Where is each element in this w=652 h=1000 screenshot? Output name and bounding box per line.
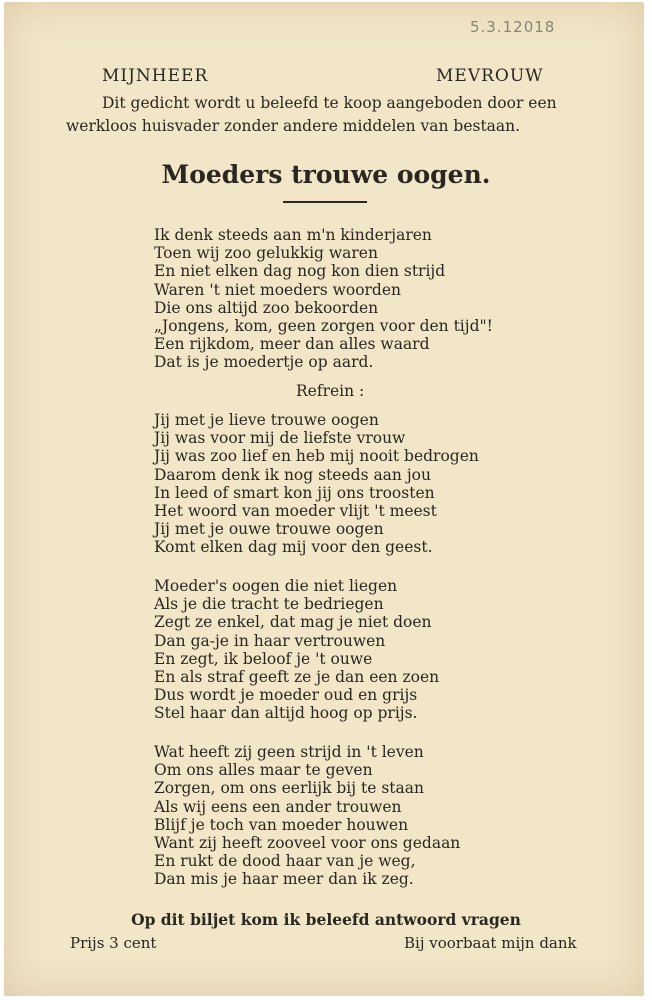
verse-line: En als straf geeft ze je dan een zoen [154,668,440,687]
stanza-1 [154,226,493,372]
verse-line: Ik denk steeds aan m'n kinderjaren [154,226,432,244]
verse-line: Zegt ze enkel, dat mag je niet doen [154,613,432,632]
verse-line: Toen wij zoo gelukkig waren [154,244,378,263]
verse-line: Waren 't niet moeders woorden [154,280,402,299]
verse-line: Dan mis je haar meer dan ik zeg. [154,870,414,889]
intro-text [66,92,590,138]
verse-line: Komt elken dag mij voor den geest. [154,538,433,557]
intro-line: werkloos huisvader zonder andere middelen van bestaan. [66,117,521,135]
closing-line: Op dit biljet kom ik beleefd antwoord vragen [131,910,521,929]
verse-line: Dat is je moedertje op aard. [154,353,374,372]
thanks-label: Bij voorbaat mijn dank [404,934,577,952]
verse-line: Zorgen, om ons eerlijk bij te staan [154,779,424,798]
verse-line: Dan ga-je in haar vertrouwen [154,631,386,650]
stanza-3 [154,743,460,889]
verse-line: „Jongens, kom, geen zorgen voor den tijd"! [154,317,493,336]
verse-line: Dus wordt je moeder oud en grijs [154,686,418,705]
verse-line: Jij was voor mij de liefste vrouw [154,429,406,448]
verse-line: Om ons alles maar te geven [154,761,373,780]
verse-line: Jij met je ouwe trouwe oogen [154,520,384,539]
archive-number: 5.3.12018 [470,18,556,36]
salutation-mevrouw: MEVROUW [436,66,544,86]
verse-line: Blijf je toch van moeder houwen [154,815,409,834]
verse-line: In leed of smart kon jij ons troosten [154,483,435,502]
verse-line: Want zij heeft zooveel voor ons gedaan [154,834,461,853]
verse-line: Een rijkdom, meer dan alles waard [154,335,430,354]
verse-line: Als wij eens een ander trouwen [154,797,402,816]
verse-line: Jij met je lieve trouwe oogen [154,411,379,429]
price-label: Prijs 3 cent [70,934,157,952]
refrain-label: Refrein : [296,382,365,400]
salutation-mijnheer: MIJNHEER [102,66,209,86]
title-underline [283,201,367,203]
verse-line: Moeder's oogen die niet liegen [154,577,398,595]
stanza-2 [154,577,439,723]
refrain-stanza [154,411,479,557]
verse-line: Daarom denk ik nog steeds aan jou [154,465,431,484]
verse-line: Het woord van moeder vlijt 't meest [154,502,437,521]
verse-line: Jij was zoo lief en heb mij nooit bedrogen [154,447,479,466]
verse-line: En niet elken dag nog kon dien strijd [154,262,446,281]
intro-line: Dit gedicht wordt u beleefd te koop aangeboden door een [102,94,557,112]
verse-line: Stel haar dan altijd hoog op prijs. [154,704,418,723]
poem-title: Moeders trouwe oogen. [161,160,491,189]
verse-line: Die ons altijd zoo bekoorden [154,298,379,317]
verse-line: Wat heeft zij geen strijd in 't leven [154,743,424,761]
verse-line: Als je die tracht te bedriegen [154,595,384,614]
verse-line: En rukt de dood haar van je weg, [154,852,416,871]
verse-line: En zegt, ik beloof je 't ouwe [154,649,373,668]
